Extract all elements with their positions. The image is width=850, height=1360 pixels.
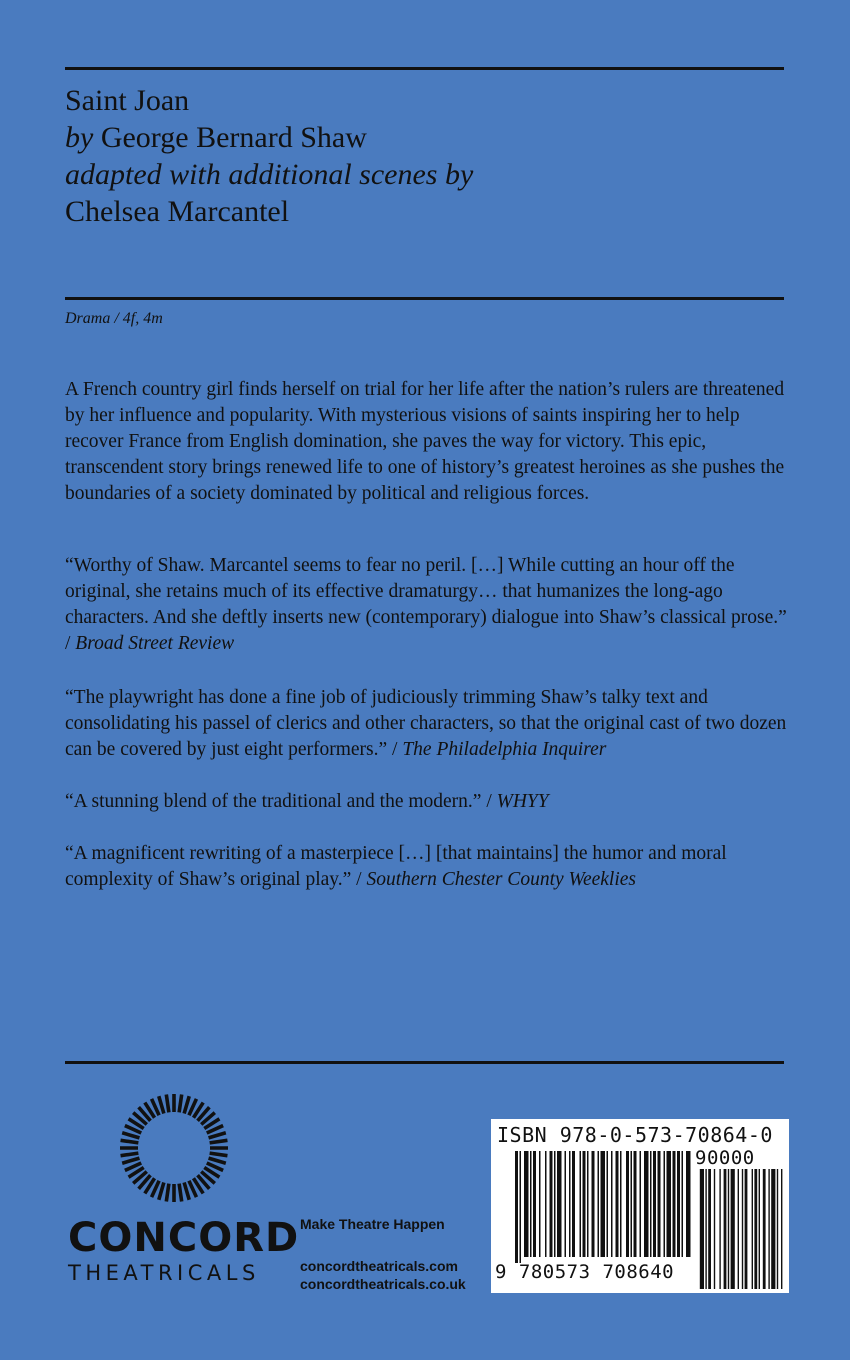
barcode-bar xyxy=(520,1151,522,1263)
ring-dash xyxy=(184,1096,189,1113)
ring-dash xyxy=(159,1096,164,1113)
barcode-bar xyxy=(533,1151,536,1257)
barcode-bar xyxy=(583,1151,586,1257)
barcode-bar xyxy=(620,1151,622,1257)
ring-dash xyxy=(121,1140,139,1143)
barcode-bar xyxy=(634,1151,637,1257)
barcode-addon-bar xyxy=(752,1169,753,1289)
ring-dash xyxy=(122,1158,139,1163)
barcode-addon-bar xyxy=(768,1169,769,1289)
barcode-addon-bar xyxy=(731,1169,735,1289)
barcode-addon-bar xyxy=(705,1169,706,1289)
url-couk: concordtheatricals.co.uk xyxy=(300,1276,466,1292)
barcode-bar xyxy=(580,1151,582,1257)
price-addon: 90000 xyxy=(695,1147,755,1169)
barcode-addon-bar xyxy=(714,1169,715,1289)
ring-dash xyxy=(121,1153,139,1156)
barcode-addon-bar xyxy=(728,1169,729,1289)
barcode-bar xyxy=(598,1151,600,1257)
barcode-bar xyxy=(539,1151,541,1257)
tagline: Make Theatre Happen xyxy=(300,1216,445,1232)
barcode-bar xyxy=(664,1151,666,1257)
adapted-line: adapted with additional scenes by xyxy=(65,158,474,191)
review-2 xyxy=(65,685,787,763)
review-quote: “Worthy of Shaw. Marcantel seems to fear no peril. […] While cutting an hour off the original, she retains much of its effective dramaturgy… that humanizes the long-ago characters. And she deftly inserts new (contemporary) dialogue into Shaw’s classical prose.” / xyxy=(65,555,787,654)
barcode-bar xyxy=(554,1151,556,1257)
author-name: George Bernard Shaw xyxy=(100,121,367,154)
review-source: WHYY xyxy=(496,791,549,812)
review-source: Southern Chester County Weeklies xyxy=(366,869,637,890)
genre-cast: Drama / 4f, 4m xyxy=(65,310,163,327)
isbn-label: ISBN 978-0-573-70864-0 xyxy=(497,1123,773,1147)
barcode-addon-bar xyxy=(771,1169,775,1289)
ring-dash xyxy=(179,1095,182,1113)
ring-dash xyxy=(184,1183,189,1200)
top-rule xyxy=(65,67,784,70)
barcode-bar xyxy=(653,1151,656,1257)
barcode-bar xyxy=(545,1151,547,1257)
barcode-addon-bar xyxy=(759,1169,760,1289)
barcode-addon-bar xyxy=(745,1169,748,1289)
by-word: by xyxy=(65,121,94,154)
barcode-bar xyxy=(677,1151,680,1257)
publisher-urls xyxy=(300,1257,466,1293)
barcode-bar xyxy=(530,1151,532,1257)
isbn-barcode xyxy=(491,1119,789,1293)
barcode-bar xyxy=(650,1151,652,1257)
barcode-addon-bar xyxy=(700,1169,704,1289)
logo-theatricals-text: THEATRICALS xyxy=(68,1261,260,1285)
url-com: concordtheatricals.com xyxy=(300,1258,458,1274)
ring-dash xyxy=(210,1140,228,1143)
barcode-addon-bar xyxy=(777,1169,778,1289)
barcode-bar xyxy=(601,1151,606,1257)
barcode-bar xyxy=(631,1151,633,1257)
review-source: Broad Street Review xyxy=(75,633,235,654)
logo-concord-text: CONCORD xyxy=(68,1215,300,1261)
barcode-bar xyxy=(658,1151,661,1257)
title-block xyxy=(65,82,473,230)
barcode-bar xyxy=(686,1151,691,1257)
ring-dash xyxy=(122,1133,139,1138)
ring-dash xyxy=(159,1183,164,1200)
barcode-bar xyxy=(565,1151,567,1257)
review-quote: “A magnificent rewriting of a masterpiece […] [that maintains] the humor and moral complexity of Shaw’s original play.” / xyxy=(65,843,727,890)
review-4 xyxy=(65,841,787,893)
author-line xyxy=(65,119,473,156)
barcode-bar xyxy=(515,1151,518,1263)
concord-logo xyxy=(68,1090,300,1286)
ring-dash xyxy=(166,1095,169,1113)
mid-rule xyxy=(65,297,784,300)
barcode-addon-bar xyxy=(742,1169,743,1289)
ring-dash xyxy=(166,1184,169,1202)
barcode-addon-bar xyxy=(754,1169,757,1289)
ring-logo-icon xyxy=(116,1090,232,1206)
ring-dash xyxy=(209,1158,226,1163)
synopsis-text: A French country girl finds herself on trial for her life after the nation’s rulers are threatened by her influence and popularity. With mysterious visions of saints inspiring her to help recover France from English domination, she paves the way for victory. This epic, transcendent story brings renewed life to one of history’s greatest heroines as she pushes the boundaries of a society dominated by political and religious forces. xyxy=(65,379,785,504)
reviews xyxy=(65,553,787,915)
barcode-bar xyxy=(572,1151,575,1257)
ean-digits: 9 780573 708640 xyxy=(495,1261,675,1283)
barcode-bar xyxy=(640,1151,642,1257)
review-quote: “The playwright has done a fine job of judiciously trimming Shaw’s talky text and consolidating his passel of clerics and other characters, so that the original cast of two dozen can be covered by just eight performers.” / xyxy=(65,687,787,760)
barcode-bar xyxy=(524,1151,529,1257)
barcode-bar xyxy=(644,1151,649,1257)
ring-dash xyxy=(210,1153,228,1156)
play-title: Saint Joan xyxy=(65,84,190,117)
barcode-addon-bar xyxy=(763,1169,766,1289)
barcode-addon-bar xyxy=(738,1169,739,1289)
barcode-bar xyxy=(682,1151,684,1257)
barcode-bar xyxy=(673,1151,676,1257)
barcode-bar xyxy=(626,1151,629,1257)
barcode-bar xyxy=(557,1151,562,1257)
barcode-bar xyxy=(667,1151,672,1257)
barcode-addon-bar xyxy=(708,1169,711,1289)
adapter-name: Chelsea Marcantel xyxy=(65,195,290,228)
review-source: The Philadelphia Inquirer xyxy=(402,739,607,760)
barcode-bar xyxy=(569,1151,571,1257)
review-1 xyxy=(65,553,787,657)
bottom-rule xyxy=(65,1061,784,1064)
barcode-bar xyxy=(592,1151,595,1257)
ring-dash xyxy=(179,1184,182,1202)
barcode-addon-bar xyxy=(781,1169,782,1289)
barcode-addon-bar xyxy=(719,1169,720,1289)
barcode-bar xyxy=(587,1151,589,1257)
review-quote: “A stunning blend of the traditional and the modern.” / xyxy=(65,791,497,812)
barcode-bar xyxy=(550,1151,553,1257)
ring-dash xyxy=(209,1133,226,1138)
review-3 xyxy=(65,789,787,815)
barcode-addon-bar xyxy=(724,1169,727,1289)
barcode-bar xyxy=(616,1151,619,1257)
synopsis xyxy=(65,377,787,529)
barcode-bar xyxy=(611,1151,613,1257)
barcode-bar xyxy=(607,1151,609,1257)
